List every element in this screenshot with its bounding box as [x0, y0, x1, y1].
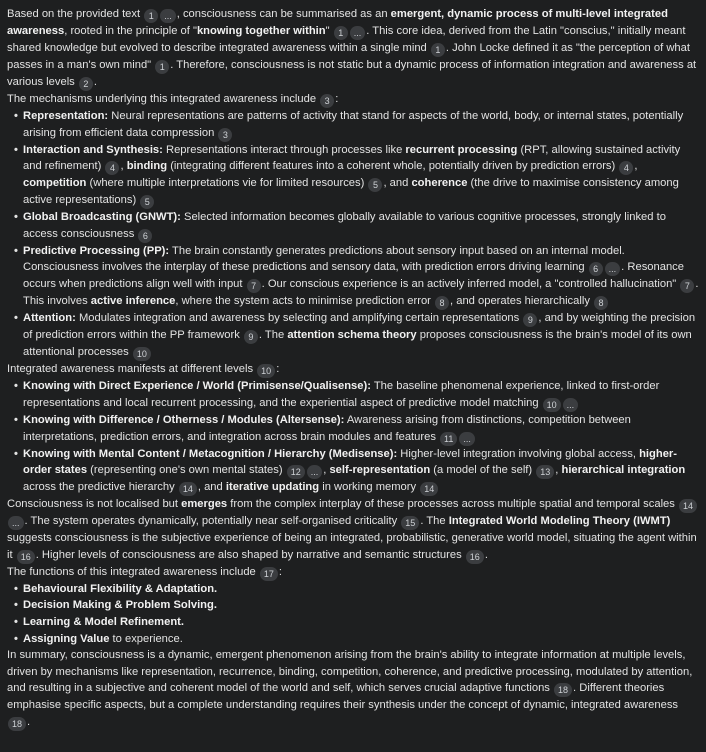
citation-chip[interactable]: 8	[435, 296, 449, 310]
citation-chip[interactable]: 18	[554, 683, 572, 697]
citation-chip[interactable]: 15	[401, 516, 419, 530]
mechanisms-lead: The mechanisms underlying this integrated awareness include 3 :	[7, 93, 339, 106]
citation-chip[interactable]: 12	[287, 465, 305, 479]
citation-chip[interactable]: 6	[589, 262, 603, 276]
list-item: • Interaction and Synthesis: Representations interact through processes like recurrent processing (RPT, allowing sustained activity and refinement) 4 , binding (integrating different features into a coherent whole, potentially driven by prediction errors) 4 , competition (where multiple interpretations vie for limited resources) 5 , and coherence (the drive to maximise consistency among active representations) 5	[23, 142, 699, 210]
citation-more-chip[interactable]: ...	[350, 26, 366, 40]
citation-chip[interactable]: 5	[368, 178, 382, 192]
citation-chip[interactable]: 17	[260, 567, 278, 581]
levels-list	[7, 378, 699, 496]
citation-chip[interactable]: 4	[105, 161, 119, 175]
citation-more-chip[interactable]: ...	[160, 9, 176, 23]
list-item: • Learning & Model Refinement.	[23, 614, 699, 631]
citation-chip[interactable]: 7	[247, 279, 261, 293]
list-item: • Behavioural Flexibility & Adaptation.	[23, 581, 699, 598]
citation-chip[interactable]: 3	[218, 128, 232, 142]
citation-chip[interactable]: 9	[523, 313, 537, 327]
citation-chip[interactable]: 3	[320, 94, 334, 108]
citation-chip[interactable]: 7	[680, 279, 694, 293]
citation-chip[interactable]: 14	[679, 499, 697, 513]
citation-more-chip[interactable]: ...	[459, 432, 475, 446]
list-item: • Predictive Processing (PP): The brain constantly generates predictions about sensory input based on an internal model. Consciousness involves the interplay of these predictions and sensory data, with prediction errors driving learning 6 ... . Resonance occurs when predictions align well with input 7 . Our conscious experience is an actively inferred model, a "controlled hallucination" 7 . This involves active inference, where the system acts to minimise prediction error 8 , and operates hierarchically 8	[23, 243, 699, 311]
citation-chip[interactable]: 1	[431, 43, 445, 57]
list-item: • Knowing with Direct Experience / World (Primisense/Qualisense): The baseline phenomenal experience, linked to first-order representations and local recurrent processing, and the experiential aspect of predictive model matching 10 ...	[23, 378, 699, 412]
list-item: • Representation: Neural representations are patterns of activity that stand for aspects of the world, body, or internal states, potentially arising from efficient data compression 3	[23, 108, 699, 142]
citation-chip[interactable]: 10	[133, 347, 151, 361]
functions-lead: The functions of this integrated awareness include 17 :	[7, 565, 282, 579]
list-item: • Knowing with Mental Content / Metacognition / Hierarchy (Medisense): Higher-level integration involving global access, higher-order states (representing one's own mental states) 12 ... , self-representation (a model of the self) 13 , hierarchical integration across the predictive hierarchy 14 , and iterative updating in working memory 14	[23, 446, 699, 497]
citation-chip[interactable]: 1	[144, 9, 158, 23]
citation-chip[interactable]: 14	[179, 482, 197, 496]
citation-chip[interactable]: 16	[466, 550, 484, 564]
citation-more-chip[interactable]: ...	[605, 262, 621, 276]
citation-chip[interactable]: 8	[594, 296, 608, 310]
list-item: • Knowing with Difference / Otherness / Modules (Altersense): Awareness arising from distinctions, competition between interpretations, prediction errors, and integration across brain modules and features 11 ...	[23, 412, 699, 446]
citation-more-chip[interactable]: ...	[563, 398, 579, 412]
list-item: • Attention: Modulates integration and awareness by selecting and amplifying certain representations 9 , and by weighting the precision of prediction errors within the PP framework 9 . The attention schema theory proposes consciousness is the brain's model of its own attentional processes 10	[23, 310, 699, 361]
functions-list	[7, 581, 699, 647]
citation-more-chip[interactable]: ...	[307, 465, 323, 479]
citation-more-chip[interactable]: ...	[8, 516, 24, 530]
citation-chip[interactable]: 2	[79, 77, 93, 91]
intro-paragraph: Based on the provided text 1 ... , consciousness can be summarised as an emergent, dynamic process of multi-level integrated awareness, rooted in the principle of "knowing together within" 1 ... . This core idea, derived from the Latin "conscius," initially meant shared knowledge but evolved to describe integrated awareness within a single mind 1 . John Locke defined it as "the perception of what passes in a man's own mind" 1 . Therefore, consciousness is not static but a dynamic process of information integration and awareness at various levels 2 .	[7, 8, 697, 89]
citation-chip[interactable]: 10	[257, 364, 275, 378]
citation-chip[interactable]: 13	[536, 465, 554, 479]
citation-chip[interactable]: 6	[138, 229, 152, 243]
list-item: • Decision Making & Problem Solving.	[23, 597, 699, 614]
citation-chip[interactable]: 18	[8, 717, 26, 731]
levels-lead: Integrated awareness manifests at different levels 10 :	[7, 363, 280, 377]
summary-paragraph: In summary, consciousness is a dynamic, emergent phenomenon arising from the brain's ability to integrate information at multiple levels, driven by mechanisms like representation, recurrence, binding, competition, coherence, and predictive processing, modulated by attention, and resulting in a subjective and coherent model of the world and self, which serves crucial adaptive functions 18 . Different theories emphasise specific aspects, but a complete understanding requires their synthesis under the concept of dynamic, integrated awareness 18 .	[7, 649, 693, 729]
emergence-paragraph: Consciousness is not localised but emerges from the complex interplay of these processes across multiple spatial and temporal scales 14... . The system operates dynamically, potentially near self-organised criticality 15 . The Integrated World Modeling Theory (IWMT) suggests consciousness is the subjective experience of being an integrated, probabilistic, generative world model, situating the agent within it 16 . Higher levels of consciousness are also shaped by narrative and semantic structures 16 .	[7, 498, 697, 562]
citation-chip[interactable]: 1	[334, 26, 348, 40]
mechanisms-list	[7, 108, 699, 361]
list-item: • Global Broadcasting (GNWT): Selected information becomes globally available to various cognitive processes, strongly linked to access consciousness 6	[23, 209, 699, 243]
citation-chip[interactable]: 5	[140, 195, 154, 209]
citation-chip[interactable]: 1	[155, 60, 169, 74]
citation-chip[interactable]: 14	[420, 482, 438, 496]
citation-chip[interactable]: 16	[17, 550, 35, 564]
citation-chip[interactable]: 10	[543, 398, 561, 412]
citation-chip[interactable]: 11	[440, 432, 457, 446]
citation-chip[interactable]: 4	[619, 161, 633, 175]
citation-chip[interactable]: 9	[244, 330, 258, 344]
list-item: • Assigning Value to experience.	[23, 631, 699, 648]
